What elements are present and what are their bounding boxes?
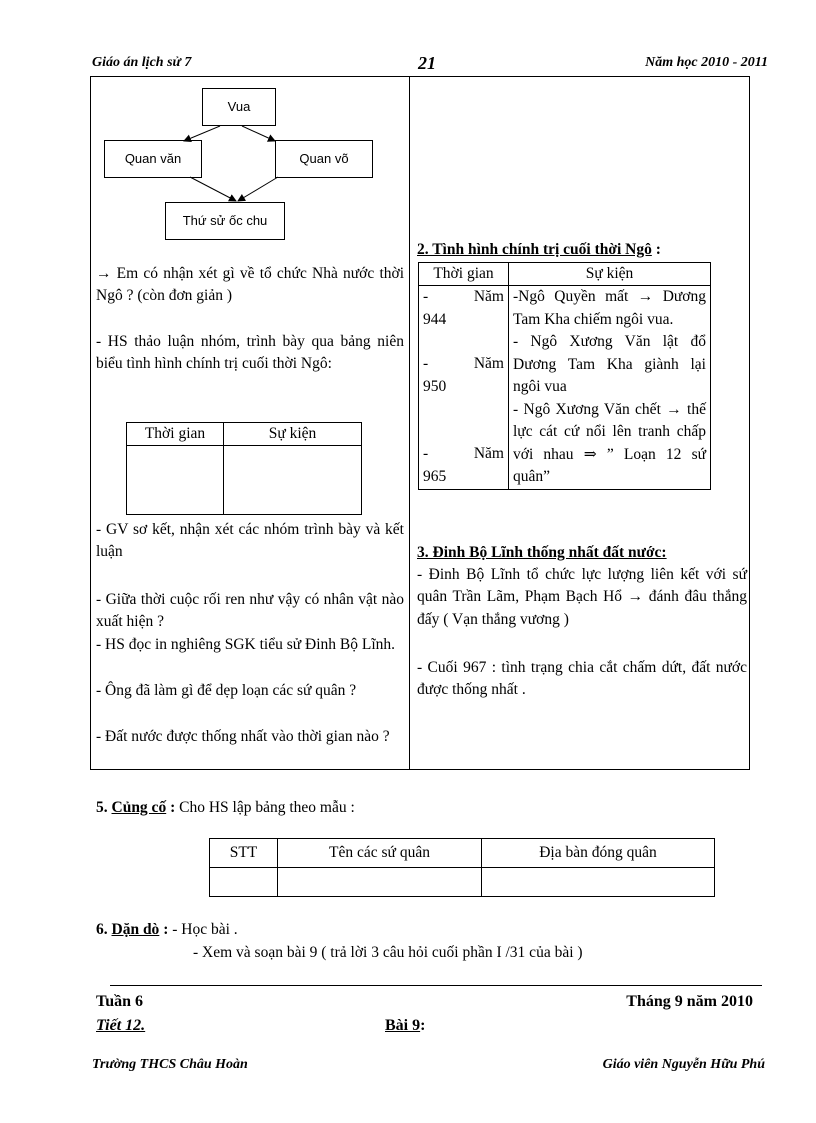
- period-label: Tiết 12.: [96, 1017, 146, 1034]
- warlords-header-location: Địa bàn đóng quân: [482, 839, 715, 868]
- homework-line-1: - Học bài .: [168, 921, 238, 938]
- warlords-header-name: Tên các sứ quân: [278, 839, 482, 868]
- question-figure: - Giữa thời cuộc rối ren như vậy có nhân vật nào xuất hiện ?: [96, 591, 404, 631]
- section-3-title: 3. Đinh Bộ Lĩnh thống nhất đất nước:: [417, 544, 667, 561]
- blank-table-header-event: Sự kiện: [224, 423, 362, 446]
- teacher-summary: - GV sơ kết, nhận xét các nhóm trình bày và kết luận: [96, 521, 404, 561]
- event-965: - Ngô Xương Văn chết → thế lực cát cứ nổi lên tranh chấp với nhau ⇒ ” Loạn 12 sứ quân”: [513, 400, 706, 486]
- section-5-text: Cho HS lập bảng theo mẫu :: [175, 799, 355, 816]
- arrow-vo-to-bottom: [238, 177, 278, 201]
- homework-line-2: - Xem và soạn bài 9 ( trả lời 3 câu hỏi cuối phần I /31 của bài ): [193, 944, 583, 961]
- diagram-provincial: Thứ sử ốc chu: [165, 202, 285, 240]
- footer-school: Trường THCS Châu Hoàn: [92, 1057, 248, 1072]
- header-school-year: Năm học 2010 - 2011: [645, 55, 768, 70]
- dinh-bo-linh-action: - Đinh Bộ Lĩnh tổ chức lực lượng liên kết với sứ quân Trần Lãm, Phạm Bạch Hổ → đánh đâu thắng đấy ( Vạn thắng vương ): [417, 566, 747, 628]
- footer-teacher: Giáo viên Nguyễn Hữu Phú: [602, 1057, 765, 1072]
- diagram-military-official: Quan võ: [275, 140, 373, 178]
- warlords-header-stt: STT: [210, 839, 278, 868]
- arrow-to-quan-vo: [242, 126, 275, 141]
- timeline-header-time: Thời gian: [419, 263, 509, 286]
- week-label: Tuần 6: [96, 993, 143, 1010]
- question-pacification: - Ông đã làm gì để dẹp loạn các sứ quân ?: [96, 682, 357, 699]
- blank-table-header-time: Thời gian: [127, 423, 224, 446]
- header-subject: Giáo án lịch sử 7: [92, 55, 192, 70]
- question-unification-time: - Đất nước được thống nhất vào thời gian nào ?: [96, 728, 390, 745]
- lesson-label: Bài 9:: [385, 1017, 426, 1034]
- blank-timeline-table: [126, 422, 362, 515]
- date-label: Tháng 9 năm 2010: [626, 993, 753, 1010]
- unification-result: - Cuối 967 : tình trạng chia cắt chấm dứt, đất nước được thống nhất .: [417, 659, 747, 699]
- arrow-to-quan-van: [184, 126, 220, 141]
- event-944: -Ngô Quyền mất → Dương Tam Kha chiếm ngôi vua.: [513, 288, 706, 328]
- section-5-title: Củng cố: [111, 799, 167, 816]
- section-5: 5. Củng cố : Cho HS lập bảng theo mẫu :: [96, 799, 355, 816]
- timeline-row-time: - Năm 944 - Năm 950 - Năm 965: [419, 286, 509, 489]
- warlords-table: [209, 838, 715, 897]
- timeline-row-events: [509, 286, 711, 489]
- section-2-title: 2. Tình hình chính trị cuối thời Ngô: [417, 241, 652, 258]
- arrow-van-to-bottom: [190, 177, 236, 201]
- event-950: - Ngô Xương Văn lật đổ Dương Tam Kha giành lại ngôi vua: [513, 333, 706, 396]
- diagram-civil-official: Quan văn: [104, 140, 202, 178]
- timeline-table: [418, 262, 711, 490]
- page-number: 21: [418, 53, 436, 73]
- student-reading: - HS đọc in nghiêng SGK tiểu sử Đinh Bộ Lĩnh.: [96, 636, 396, 653]
- section-6: 6. Dặn dò : - Học bài .: [96, 921, 238, 938]
- column-divider: [409, 76, 410, 770]
- separator-line: [110, 985, 762, 986]
- student-discussion: - HS thảo luận nhóm, trình bày qua bảng niên biểu tình hình chính trị cuối thời Ngô:: [96, 333, 404, 373]
- question-state-organization: → Em có nhận xét gì về tổ chức Nhà nước thời Ngô ? (còn đơn giản ): [96, 265, 404, 305]
- diagram-king: Vua: [202, 88, 276, 126]
- section-2-heading: 2. Tình hình chính trị cuối thời Ngô :: [417, 241, 661, 258]
- timeline-header-event: Sự kiện: [509, 263, 711, 286]
- section-6-title: Dặn dò: [111, 921, 160, 938]
